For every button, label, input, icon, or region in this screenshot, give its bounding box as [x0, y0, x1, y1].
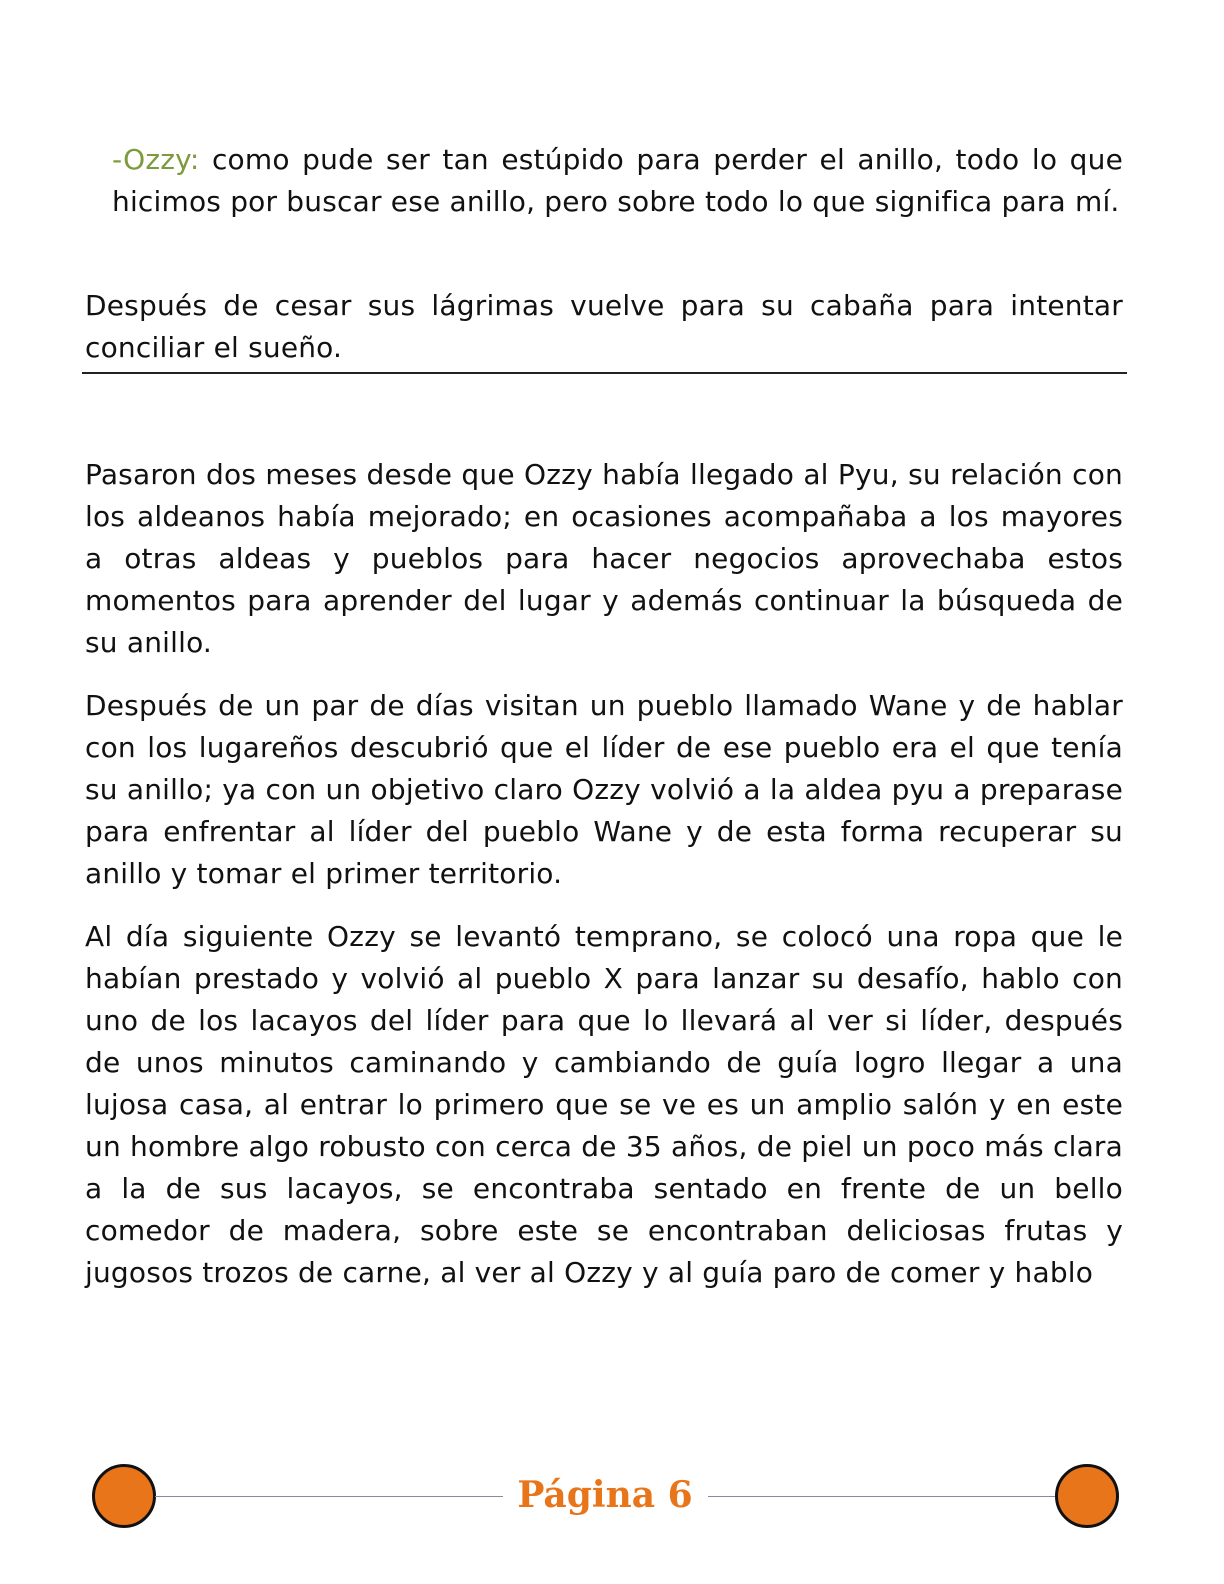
body-paragraph-2: Pasaron dos meses desde que Ozzy había llegado al Pyu, su relación con los aldeanos había mejorado; en ocasiones acompañaba a los mayores a otras aldeas y pueblos para hacer negocios aprovechaba estos momentos para aprender del lugar y además continuar la búsqueda de su anillo. [85, 458, 1123, 659]
dialogue-paragraph [112, 139, 1123, 223]
page-footer [0, 1460, 1224, 1540]
right-circle-ornament [1055, 1464, 1119, 1528]
body-paragraph-1: Después de cesar sus lágrimas vuelve para su cabaña para intentar conciliar el sueño. [85, 289, 1123, 364]
speaker-name: -Ozzy: [112, 143, 200, 176]
section-divider [82, 372, 1127, 374]
dialogue-text: como pude ser tan estúpido para perder el anillo, todo lo que hicimos por buscar ese anillo, pero sobre todo lo que significa para mí. [112, 143, 1123, 218]
body-paragraph-4: Al día siguiente Ozzy se levantó temprano, se colocó una ropa que le habían prestado y volvió al pueblo X para lanzar su desafío, hablo con uno de los lacayos del líder para que lo llevará al ver si líder, después de unos minutos caminando y cambiando de guía logro llegar a una lujosa casa, al entrar lo primero que se ve es un amplio salón y en este un hombre algo robusto con cerca de 35 años, de piel un poco más clara a la de sus lacayos, se encontraba sentado en frente de un bello comedor de madera, sobre este se encontraban deliciosas frutas y jugosos trozos de carne, al ver al Ozzy y al guía paro de comer y hablo [85, 920, 1123, 1289]
footer-line-left [155, 1496, 503, 1497]
body-paragraph-3: Después de un par de días visitan un pueblo llamado Wane y de hablar con los lugareños descubrió que el líder de ese pueblo era el que tenía su anillo; ya con un objetivo claro Ozzy volvió a la aldea pyu a preparase para enfrentar al líder del pueblo Wane y de esta forma recuperar su anillo y tomar el primer territorio. [85, 689, 1123, 890]
footer-line-right [708, 1496, 1056, 1497]
left-circle-ornament [92, 1464, 156, 1528]
page-number: Página 6 [517, 1474, 693, 1516]
